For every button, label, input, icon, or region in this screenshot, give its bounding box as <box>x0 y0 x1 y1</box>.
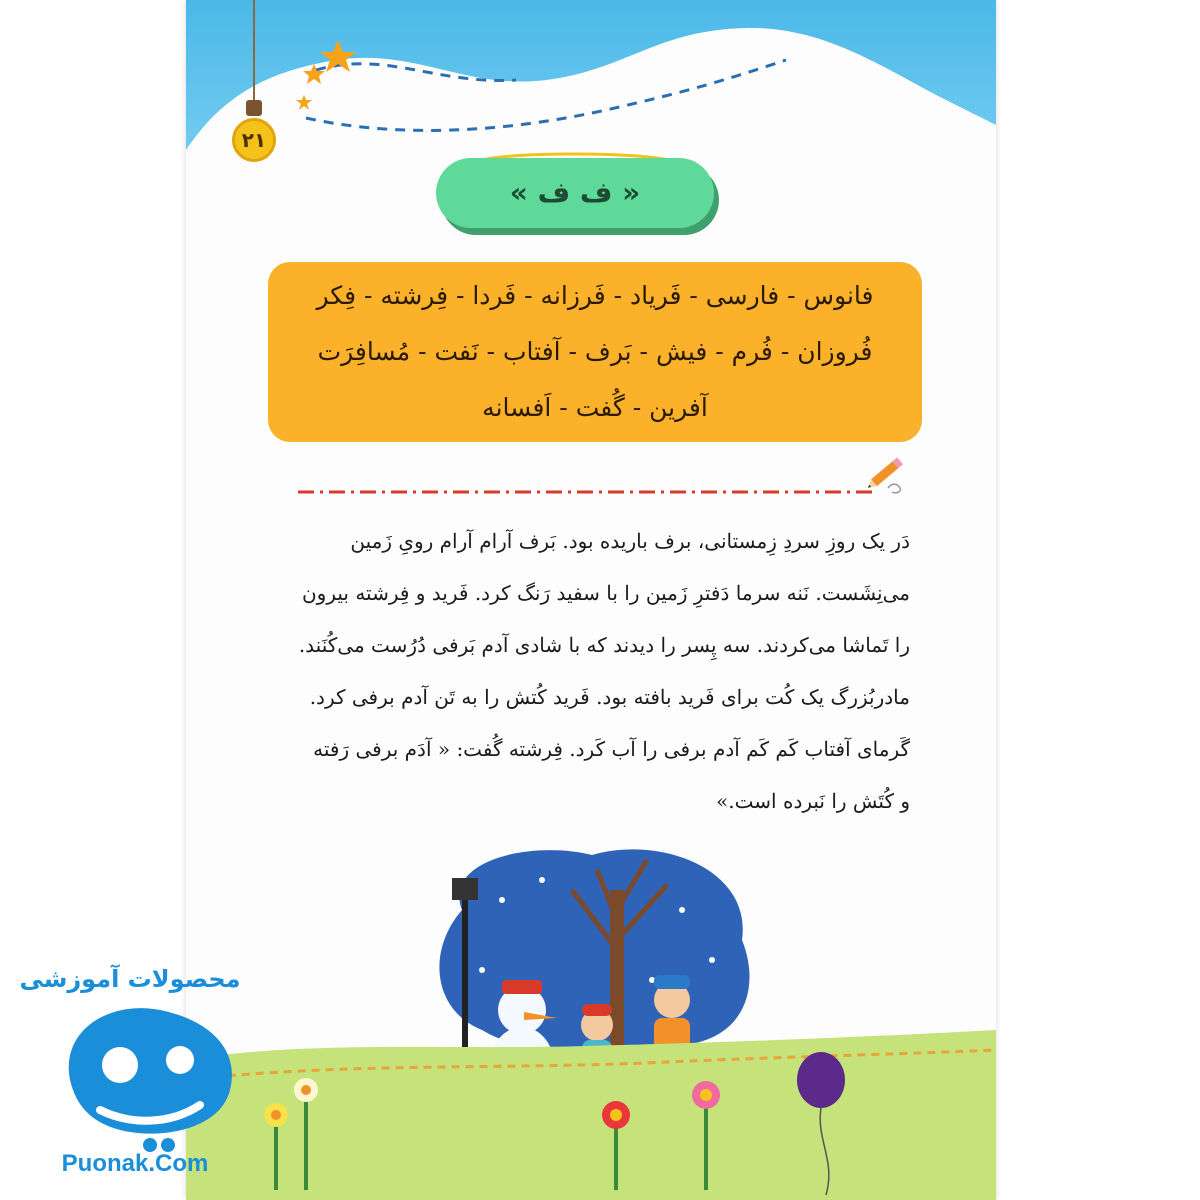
story-line: گَرمای آفتاب کَم کَم آدم برفی را آب کَرد. فِرشته گُفت: « آدَم برفی رَفته <box>313 737 910 761</box>
page-number-bulb <box>232 92 276 162</box>
grass-footer <box>186 970 996 1200</box>
dashed-separator <box>298 476 898 506</box>
puonak-logo-icon <box>40 960 260 1160</box>
vocabulary-box <box>268 262 922 442</box>
brand-website: Puonak.Com <box>61 1150 209 1177</box>
story-text <box>268 515 910 827</box>
letter-title-badge: « ف ف » <box>436 158 714 228</box>
book-page <box>186 0 996 1200</box>
pencil-icon <box>862 448 910 496</box>
vocabulary-line: آفرین - گُفت - اَفسانه <box>482 393 708 422</box>
story-line: دَر یک روزِ سردِ زِمستانی، برف باریده بود. بَرف آرام آرام رویِ زَمین <box>350 529 910 553</box>
brand-tagline: محصولات آموزشی <box>19 965 241 993</box>
story-line: مادربُزرگ یک کُت برای فَرید بافته بود. فَرید کُتش را به تَن آدم برفی کرد. <box>309 685 910 709</box>
page-number: ۲۱ <box>232 118 276 162</box>
vocabulary-line: فُروزان - فُرم - فیش - بَرف - آفتاب - نَفت - مُسافِرَت <box>317 337 873 366</box>
story-line: را تَماشا می‌کردند. سه پِسر را دیدند که با شادی آدم بَرفی دُرُست می‌کُنَند. <box>298 633 910 657</box>
story-line: می‌نِشَست. نَنه سرما دَفترِ زَمین را با سفید رَنگ کرد. فَرید و فِرشته بیرون <box>301 581 910 605</box>
vocabulary-line: فانوس - فارسی - فَریاد - فَرزانه - فَردا - فِرشته - فِکر <box>316 281 874 310</box>
hanging-lamp-icon <box>232 0 276 120</box>
story-line: و کُتَش را نَبرده است.» <box>716 789 910 813</box>
